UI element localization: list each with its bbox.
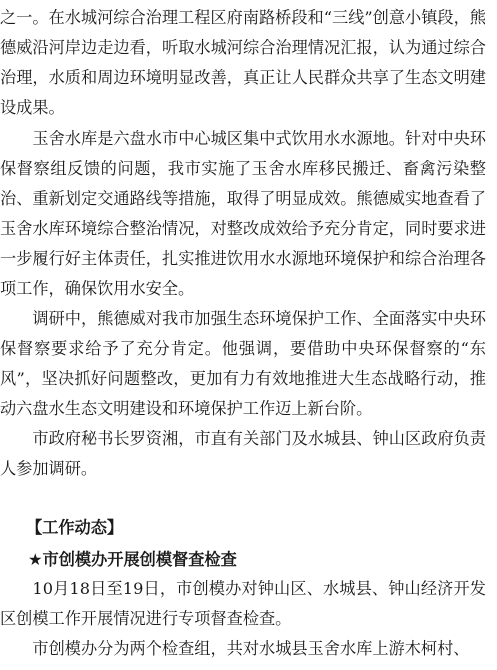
article-paragraph: 之一。在水城河综合治理工程区府南路桥段和“三线”创意小镇段，熊德威沿河岸边走边看，听取水城河综合治理情况汇报，认为通过综合治理，水质和周边环境明显改善，真正让人民群众共享了生态文明建设成果。 [0, 8, 486, 117]
article-paragraph: 市政府秘书长罗资湘，市直有关部门及水城县、钟山区政府负责人参加调研。 [0, 429, 486, 478]
article-paragraph: 玉舍水库是六盘水市中心城区集中式饮用水水源地。针对中央环保督察组反馈的问题，我市实施了玉舍水库移民搬迁、畜禽污染整治、重新划定交通路线等措施，取得了明显成效。熊德威实地查看了玉舍水库环境综合整治情况，对整改成效给予充分肯定，同时要求进一步履行好主体责任，扎实推进饮用水水源地环境保护和综合治理各项工作，确保饮用水安全。 [0, 129, 486, 298]
article-paragraph: 调研中，熊德威对我市加强生态环境保护工作、全面落实中央环保督察要求给予了充分肯定。他强调，要借助中央环保督察的“东风”，坚决抓好问题整改，更加有力有效地推进大生态战略行动，推动六盘水生态文明建设和环境保护工作迈上新台阶。 [0, 309, 486, 418]
section-paragraph: 市创模办分为两个检查组，共对水城县玉舍水库上游木柯村、 [32, 639, 470, 658]
section-title: ★市创模办开展创模督查检查 [28, 550, 237, 569]
section-heading: 【工作动态】 [26, 518, 124, 537]
section-paragraph: 10月18日至19日，市创模办对钟山区、水城县、钟山经济开发区创模工作开展情况进行专项督查检查。 [0, 579, 486, 628]
